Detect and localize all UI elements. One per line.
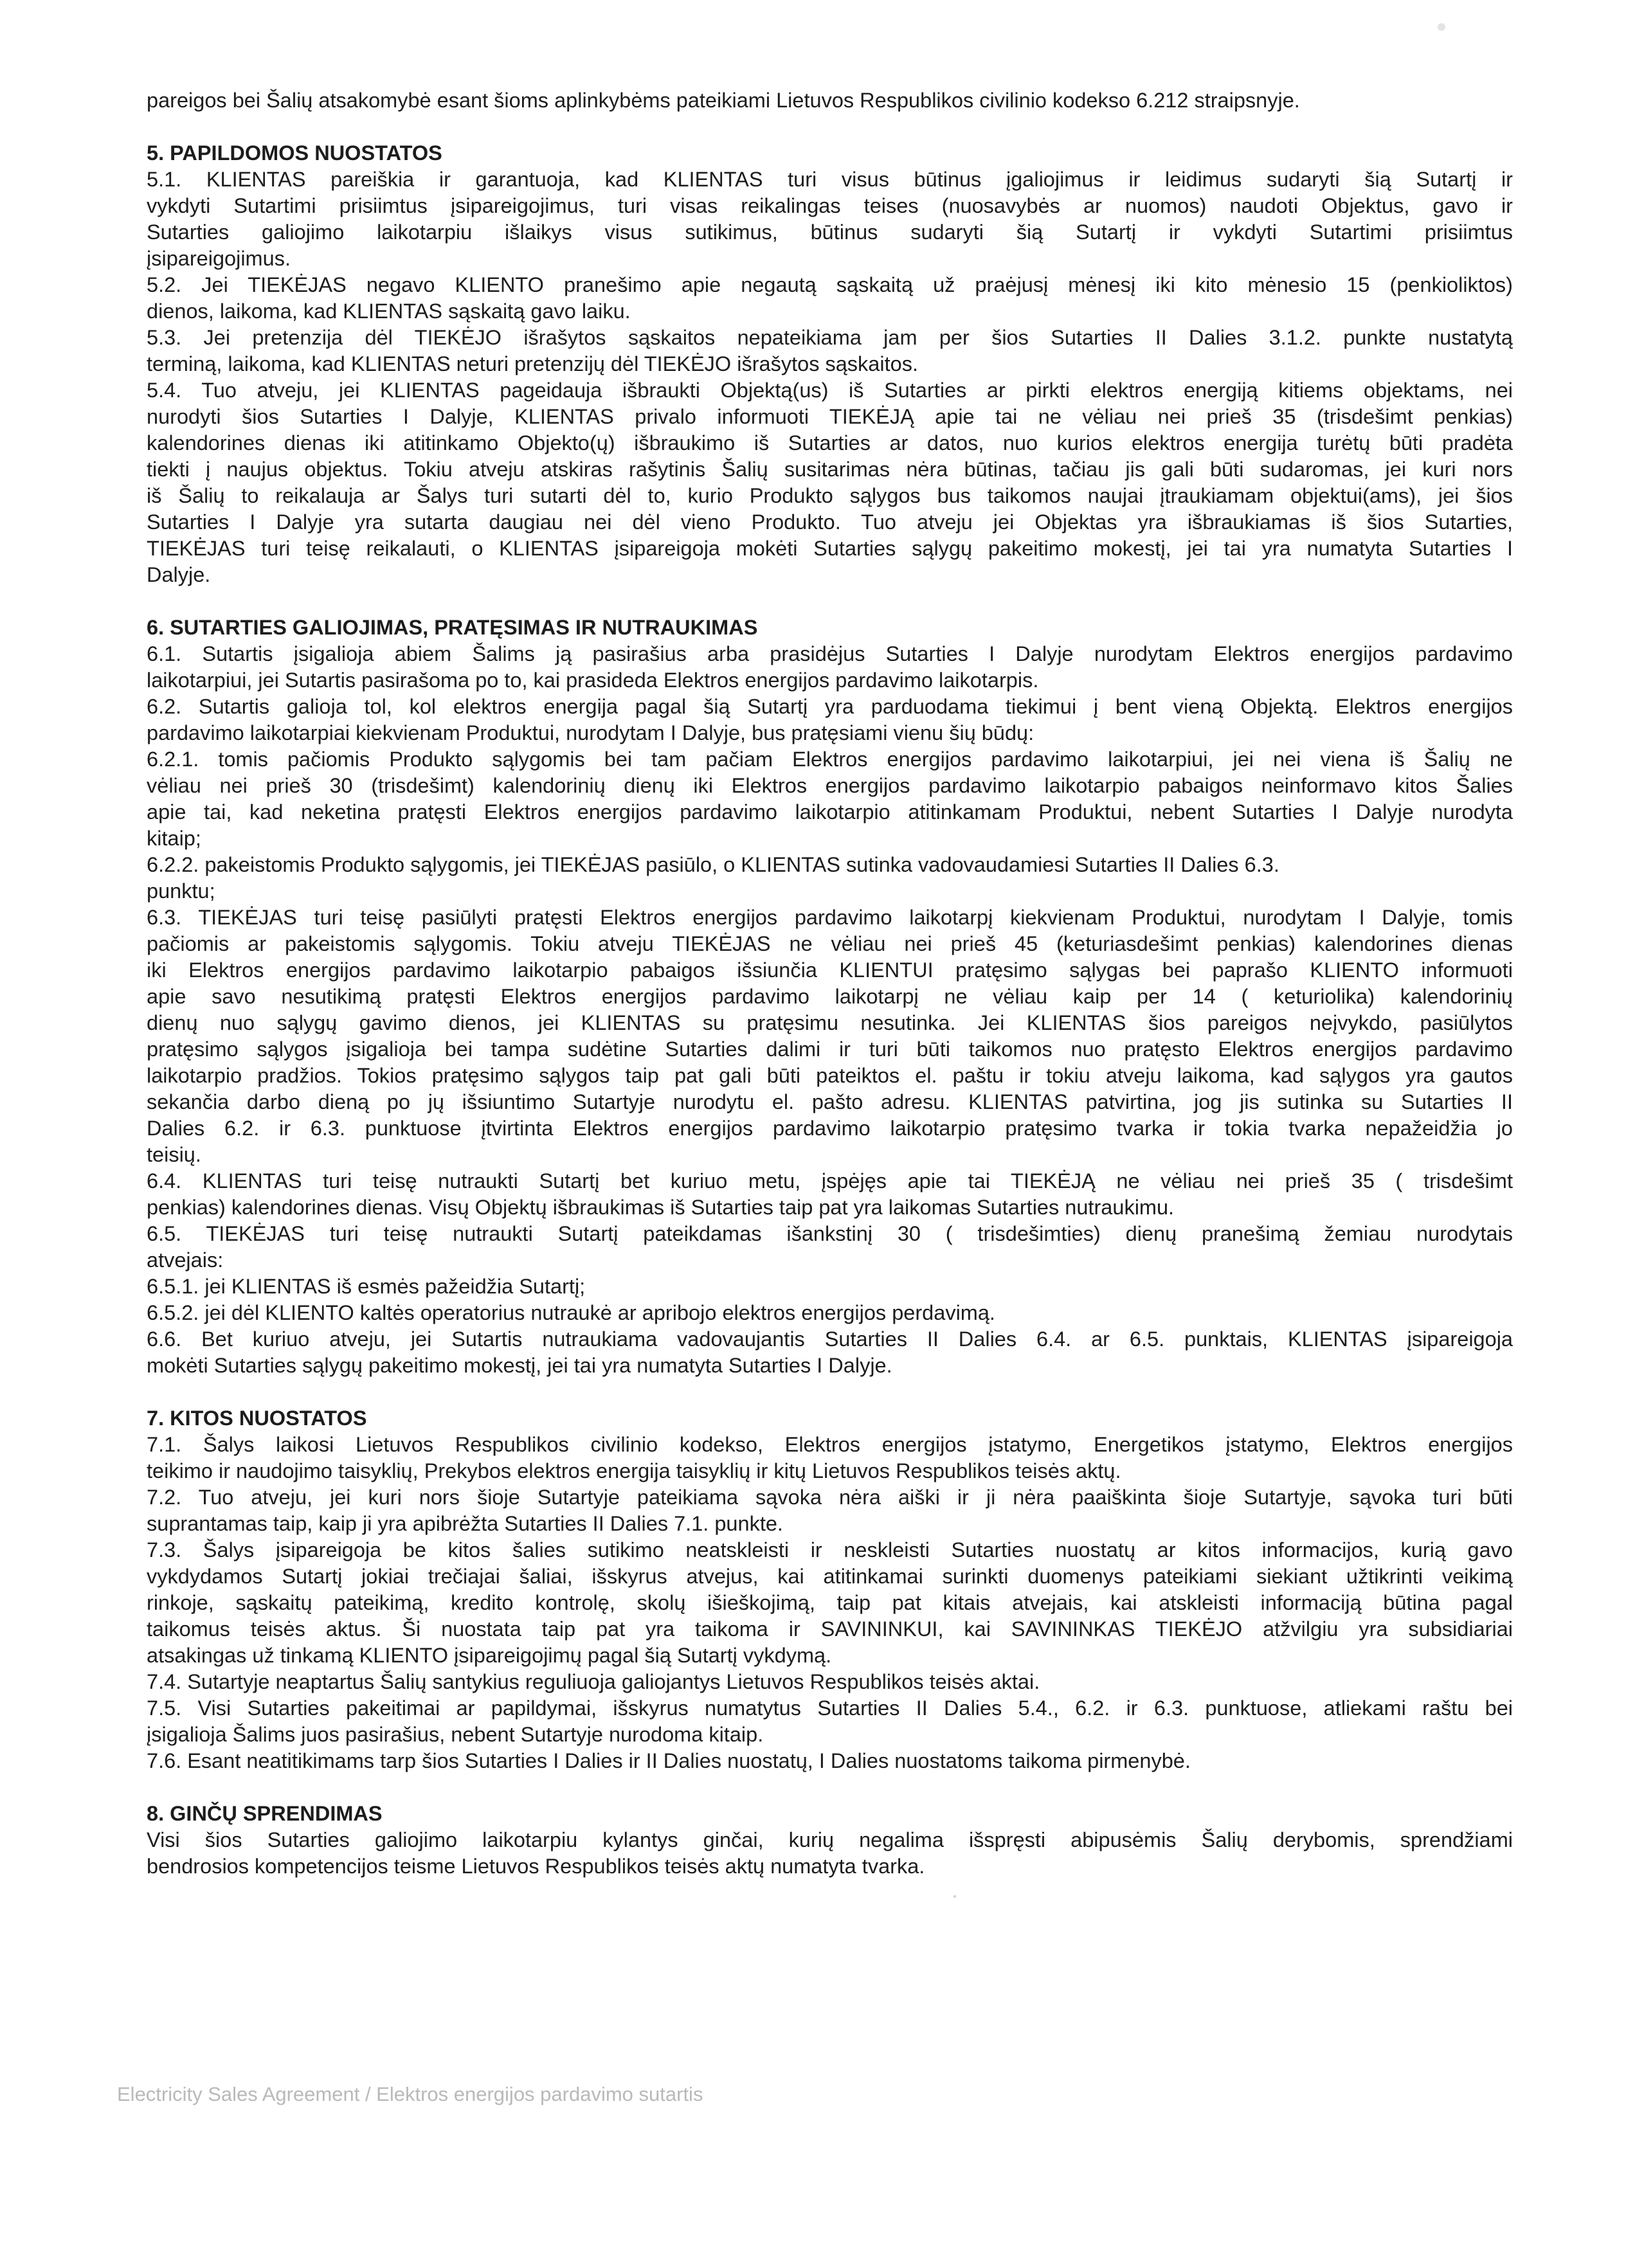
text-line: TIEKĖJAS turi teisę reikalauti, o KLIENTAS įsipareigoja mokėti Sutarties sąlygų pakeitimo mokestį, jei tai yra numatyta Sutarties I	[147, 537, 1513, 560]
text-line: suprantamas taip, kaip ji yra apibrėžta Sutarties II Dalies 7.1. punkte.	[147, 1512, 783, 1535]
text-line: 5.1. KLIENTAS pareiškia ir garantuoja, kad KLIENTAS turi visus būtinus įgaliojimus ir leidimus sudaryti šią Sutartį ir	[147, 168, 1513, 191]
text-line: laikotarpiui, jei Sutartis pasirašoma po to, kai prasideda Elektros energijos pardavimo laikotarpis.	[147, 669, 1039, 692]
section-spacer	[147, 1379, 1513, 1405]
text-line: 6.2.1. tomis pačiomis Produkto sąlygomis bei tam pačiam Elektros energijos pardavimo laikotarpiui, jei nei viena iš Šalių ne	[147, 748, 1513, 771]
text-line: 6.6. Bet kuriuo atveju, jei Sutartis nutraukiama vadovaujantis Sutarties II Dalies 6.4. ar 6.5. punktais, KLIENTAS įsipareigoja	[147, 1328, 1513, 1351]
text-line: 7.4. Sutartyje neaptartus Šalių santykius reguliuoja galiojantys Lietuvos Respublikos teisės aktai.	[147, 1670, 1040, 1693]
text-line: iki Elektros energijos pardavimo laikotarpio pabaigos išsiunčia KLIENTUI pratęsimo sąlygas bei paprašo KLIENTO informuoti	[147, 959, 1513, 982]
text-line: punktu;	[147, 879, 215, 903]
text-line: penkias) kalendorines dienas. Visų Objektų išbraukimas iš Sutarties taip pat yra laikomas Sutarties nutraukimu.	[147, 1196, 1175, 1219]
text-line: teisių.	[147, 1143, 201, 1166]
text-line: taikomus teisės aktus. Ši nuostata taip pat yra taikoma ir SAVININKUI, kai SAVININKAS TIEKĖJO atžvilgiu yra subsidiariai	[147, 1617, 1513, 1641]
text-line: laikotarpio pradžios. Tokios pratęsimo sąlygos taip pat gali būti pateiktos el. paštu ir tokiu atveju laikoma, kad sąlygos yra gautos	[147, 1064, 1513, 1087]
text-line: rinkoje, sąskaitų pateikimą, kredito kontrolę, skolų išieškojimą, taip pat kitais atvejais, kai atskleisti informaciją būtina pagal	[147, 1591, 1513, 1614]
text-line: 7.3. Šalys įsipareigoja be kitos šalies sutikimo neatskleisti ir neskleisti Sutarties nuostatų ar kitos informacijos, kurią gavo	[147, 1538, 1513, 1562]
text-line: pačiomis ar pakeistomis sąlygomis. Tokiu atveju TIEKĖJAS ne vėliau nei prieš 45 (keturiasdešimt penkias) kalendorines dienas	[147, 932, 1513, 955]
text-line: vykdyti Sutartimi prisiimtus įsipareigojimus, turi visas reikalingas teises (nuosavybės ar nuomos) naudoti Objektus, gavo ir	[147, 194, 1513, 217]
text-line: 6.2. Sutartis galioja tol, kol elektros energija pagal šią Sutartį yra parduodama tiekimui į bent vieną Objektą. Elektros energijos	[147, 695, 1513, 718]
text-line: nurodyti šios Sutarties I Dalyje, KLIENTAS privalo informuoti TIEKĖJĄ apie tai ne vėliau nei prieš 35 (trisdešimt penkias)	[147, 405, 1513, 428]
text-line: iš Šalių to reikalauja ar Šalys turi sutarti dėl to, kurio Produkto sąlygos bus taikomos naujai įtraukiamam objektui(ams), jei šios	[147, 484, 1513, 507]
text-line: Sutarties I Dalyje yra sutarta daugiau nei dėl vieno Produkto. Tuo atveju jei Objektas yra išbraukiamas iš šios Sutarties,	[147, 510, 1513, 534]
text-line: 7.6. Esant neatitikimams tarp šios Sutarties I Dalies ir II Dalies nuostatų, I Dalies nuostatoms taikoma pirmenybė.	[147, 1749, 1191, 1772]
section-spacer	[147, 1774, 1513, 1801]
text-line: teikimo ir naudojimo taisyklių, Prekybos elektros energija taisyklių ir kitų Lietuvos Respublikos teisės aktų.	[147, 1459, 1121, 1482]
text-line: 5.3. Jei pretenzija dėl TIEKĖJO išrašytos sąskaitos nepateikiama jam per šios Sutarties II Dalies 3.1.2. punkte nustatytą	[147, 326, 1513, 349]
text-line: 7.1. Šalys laikosi Lietuvos Respublikos civilinio kodekso, Elektros energijos įstatymo, Energetikos įstatymo, Elektros energijos	[147, 1433, 1513, 1456]
scan-speck	[1438, 23, 1445, 31]
text-line: atvejais:	[147, 1248, 224, 1272]
text-line: apie tai, kad neketina pratęsti Elektros energijos pardavimo laikotarpio atitinkamam Produktui, nebent Sutarties I Dalyje nurodyta	[147, 800, 1513, 824]
text-line: 6.3. TIEKĖJAS turi teisę pasiūlyti pratęsti Elektros energijos pardavimo laikotarpį kiekvienam Produktui, nurodytam I Dalyje, tomis	[147, 906, 1513, 929]
text-line: 6.1. Sutartis įsigalioja abiem Šalims ją pasirašius arba prasidėjus Sutarties I Dalyje nurodytam Elektros energijos pardavimo	[147, 642, 1513, 665]
text-line: apie savo nesutikimą pratęsti Elektros energijos pardavimo laikotarpį ne vėliau kaip per 14 ( keturiolika) kalendorinių	[147, 985, 1513, 1008]
text-line: 6.4. KLIENTAS turi teisę nutraukti Sutartį bet kuriuo metu, įspėjęs apie tai TIEKĖJĄ ne vėliau nei prieš 35 ( trisdešimt	[147, 1169, 1513, 1192]
text-line: vėliau nei prieš 30 (trisdešimt) kalendorinių dienų iki Elektros energijos pardavimo laikotarpio pabaigos neinformavo kitos Šalies	[147, 774, 1513, 797]
text-line: 6.5.2. jei dėl KLIENTO kaltės operatorius nutraukė ar apribojo elektros energijos perdavimą.	[147, 1301, 995, 1324]
section-heading: 8. GINČŲ SPRENDIMAS	[147, 1802, 383, 1825]
text-line: pratęsimo sąlygos įsigalioja bei tampa sudėtine Sutarties dalimi ir turi būti taikomos nuo pratęsto Elektros energijos pardavimo	[147, 1038, 1513, 1061]
section-heading: 5. PAPILDOMOS NUOSTATOS	[147, 141, 442, 165]
text-line: tiekti į naujus objektus. Tokiu atveju atskiras rašytinis Šalių susitarimas nėra būtinas, tačiau jis gali būti sudaromas, jei kuri nors	[147, 458, 1513, 481]
text-line: 5.2. Jei TIEKĖJAS negavo KLIENTO pranešimo apie negautą sąskaitą už praėjusį mėnesį iki kito mėnesio 15 (penkioliktos)	[147, 273, 1513, 296]
text-line: Sutarties galiojimo laikotarpiu išlaikys visus sutikimus, būtinus sudaryti šią Sutartį ir vykdyti Sutartimi prisiimtus	[147, 221, 1513, 244]
scan-speck	[953, 1895, 956, 1898]
text-line: 6.2.2. pakeistomis Produkto sąlygomis, jei TIEKĖJAS pasiūlo, o KLIENTAS sutinka vadovaudamiesi Sutarties II Dalies 6.3.	[147, 853, 1279, 876]
text-line: atsakingas už tinkamą KLIENTO įsipareigojimų pagal šią Sutartį vykdymą.	[147, 1644, 832, 1667]
text-line: terminą, laikoma, kad KLIENTAS neturi pretenzijų dėl TIEKĖJO išrašytos sąskaitos.	[147, 352, 918, 375]
text-line: 7.5. Visi Sutarties pakeitimai ar papildymai, išskyrus numatytus Sutarties II Dalies 5.4., 6.2. ir 6.3. punktuose, atliekami raštu bei	[147, 1697, 1513, 1720]
text-line: dienos, laikoma, kad KLIENTAS sąskaitą gavo laiku.	[147, 300, 631, 323]
text-line: 5.4. Tuo atveju, jei KLIENTAS pageidauja išbraukti Objektą(us) iš Sutarties ar pirkti elektros energiją kitiems objektams, nei	[147, 379, 1513, 402]
text-line: Visi šios Sutarties galiojimo laikotarpiu kylantys ginčai, kurių negalima išspręsti abipusėmis Šalių derybomis, sprendžiami	[147, 1828, 1513, 1851]
text-line: įsigalioja Šalims juos pasirašius, nebent Sutartyje nurodoma kitaip.	[147, 1723, 764, 1746]
text-line: Dalies 6.2. ir 6.3. punktuose įtvirtinta Elektros energijos pardavimo laikotarpio pratęsimo tvarka ir tokia tvarka nepažeidžia jo	[147, 1117, 1513, 1140]
text-line: sekančia darbo dieną po jų išsiuntimo Sutartyje nurodytu el. pašto adresu. KLIENTAS patvirtina, jog jis sutinka su Sutarties II	[147, 1090, 1513, 1113]
text-line: 6.5. TIEKĖJAS turi teisę nutraukti Sutartį pateikdamas išankstinį 30 ( trisdešimties) dienų pranešimą žemiau nurodytais	[147, 1222, 1513, 1245]
document-body	[147, 87, 1513, 1880]
text-line: 6.5.1. jei KLIENTAS iš esmės pažeidžia Sutartį;	[147, 1275, 586, 1298]
section-heading: 6. SUTARTIES GALIOJIMAS, PRATĘSIMAS IR NUTRAUKIMAS	[147, 616, 758, 639]
text-line: pareigos bei Šalių atsakomybė esant šioms aplinkybėms pateikiami Lietuvos Respublikos civilinio kodekso 6.212 straipsnyje.	[147, 89, 1300, 112]
text-line: mokėti Sutarties sąlygų pakeitimo mokestį, jei tai yra numatyta Sutarties I Dalyje.	[147, 1354, 892, 1377]
section-spacer	[147, 114, 1513, 140]
section-spacer	[147, 588, 1513, 615]
text-line: bendrosios kompetencijos teisme Lietuvos Respublikos teisės aktų numatyta tvarka.	[147, 1855, 925, 1878]
text-line: įsipareigojimus.	[147, 247, 291, 270]
footer-text: Electricity Sales Agreement / Elektros energijos pardavimo sutartis	[117, 2083, 703, 2105]
section-heading: 7. KITOS NUOSTATOS	[147, 1407, 367, 1430]
text-line: 7.2. Tuo atveju, jei kuri nors šioje Sutartyje pateikiama sąvoka nėra aiški ir ji nėra paaiškinta šioje Sutartyje, sąvoka turi būti	[147, 1486, 1513, 1509]
text-line: vykdydamos Sutartį jokiai trečiajai šaliai, išskyrus atvejus, kai atitinkamai surinkti duomenys pateikiami siekiant užtikrinti veikimą	[147, 1565, 1513, 1588]
text-line: kalendorines dienas iki atitinkamo Objekto(ų) išbraukimo iš Sutarties ar datos, nuo kurios elektros energija turėtų būti pradėta	[147, 431, 1513, 455]
text-line: pardavimo laikotarpiai kiekvienam Produktui, nurodytam I Dalyje, bus pratęsiami vienu šių būdų:	[147, 721, 1034, 744]
text-line: dienų nuo sąlygų gavimo dienos, jei KLIENTAS su pratęsimu nesutinka. Jei KLIENTAS šios pareigos neįvykdo, pasiūlytos	[147, 1011, 1513, 1034]
text-line: Dalyje.	[147, 563, 211, 586]
text-line: kitaip;	[147, 827, 201, 850]
